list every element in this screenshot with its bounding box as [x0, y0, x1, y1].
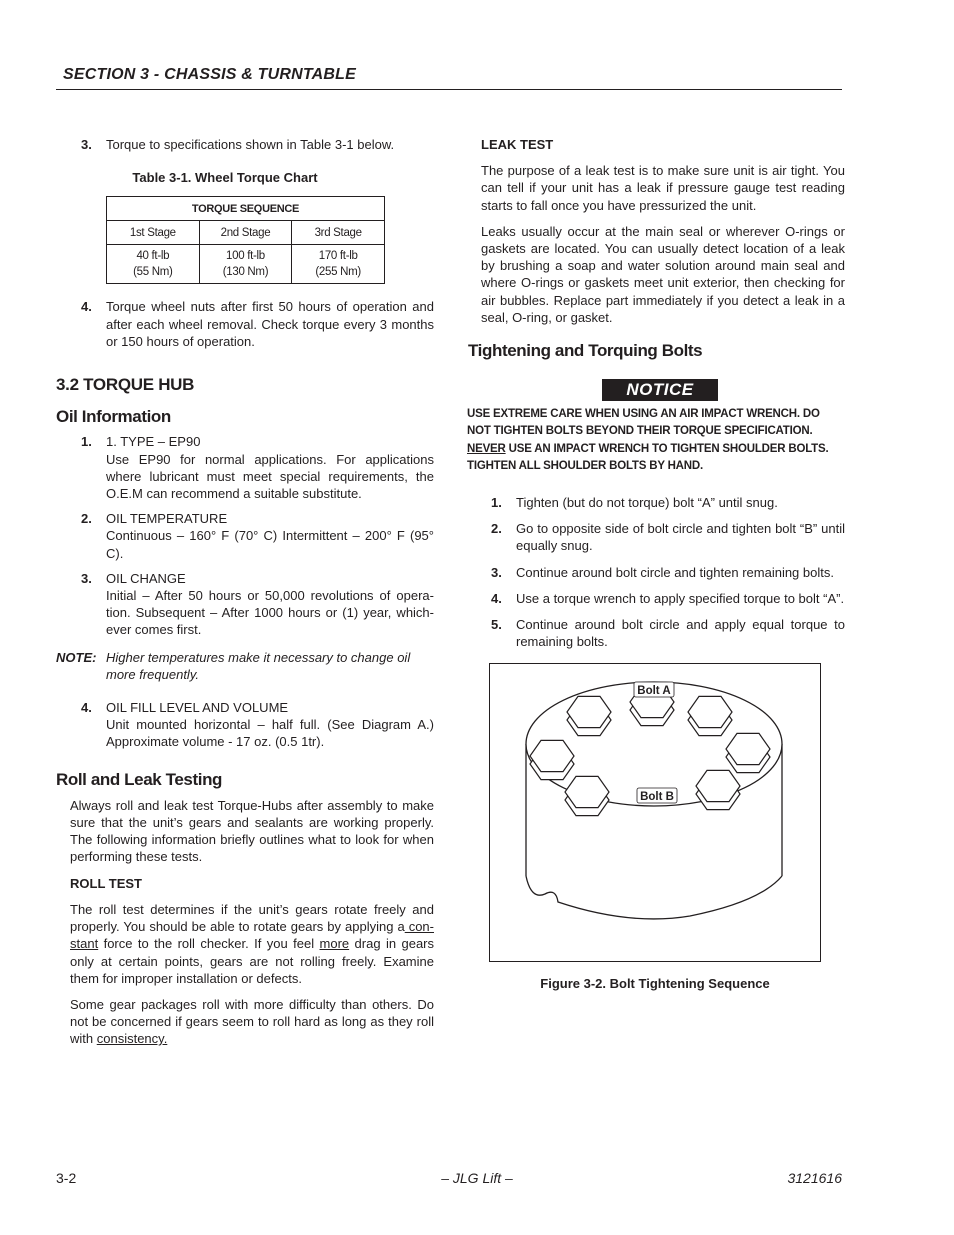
table-cell: 100 ft-lb (130 Nm) — [199, 245, 292, 284]
hub-bottom-edge — [526, 876, 782, 919]
header-rule — [56, 89, 842, 90]
section-header: SECTION 3 - CHASSIS & TURNTABLE — [63, 66, 357, 83]
bolt-step: 2. Go to opposite side of bolt circle and tighten bolt “B” until equally snug. — [491, 521, 845, 554]
step-4: 4. Torque wheel nuts after first 50 hours of operation and after each wheel removal. Check torque every 3 months or 150 hours of operation. — [81, 299, 434, 349]
left-column — [56, 136, 434, 1048]
bolt-b-label: Bolt B — [640, 791, 674, 804]
hex-bolt — [567, 697, 611, 736]
bolt-a-label: Bolt A — [637, 685, 671, 698]
bolt-step: 4. Use a torque wrench to apply specified torque to bolt “A”. — [491, 590, 845, 606]
notice-badge: NOTICE — [602, 379, 718, 401]
bolt-sequence-figure — [489, 663, 821, 962]
notice-text: USE EXTREME CARE WHEN USING AN AIR IMPACT WRENCH. DO NOT TIGHTEN BOLTS BEYOND THEIR TORQUE SPECIFICATION. NEVER USE AN IMPACT WRENCH TO TIGHTEN SHOULDER BOLTS. TIGHTEN ALL SHOULDER BOLTS BY HAND. — [467, 408, 829, 472]
doc-number: 3121616 — [787, 1170, 842, 1186]
torque-hub-drawing — [490, 664, 820, 961]
oil-item: 3. OIL CHANGE Initial – After 50 hours or 50,000 revolutions of opera- tion. Subsequent – After 1000 hours or (1) year, which- ever comes first. — [81, 570, 434, 638]
roll-intro: Always roll and leak test Torque-Hubs after assembly to make sure that the unit’s gears and sealants are working properly. The following information briefly outlines what to look for when performing these tests. — [70, 797, 434, 865]
step-3: 3. Torque to specifications shown in Table 3-1 below. — [81, 137, 395, 152]
bolt-step: 5. Continue around bolt circle and apply equal torque to remaining bolts. — [491, 617, 845, 650]
hex-bolt — [696, 771, 740, 810]
leak-test-heading: LEAK TEST — [481, 137, 554, 152]
footer-center: – JLG Lift – — [441, 1170, 513, 1186]
table-cell: 40 ft-lb (55 Nm) — [107, 245, 200, 284]
table-row — [107, 245, 385, 284]
tightening-bolts-heading: Tightening and Torquing Bolts — [468, 341, 703, 361]
oil-item: 4. OIL FILL LEVEL AND VOLUME Unit mounted horizontal – half full. (See Diagram A.) Approximate volume - 17 oz. (0.5 1tr). — [81, 700, 434, 750]
figure-caption: Figure 3-2. Bolt Tightening Sequence — [540, 976, 770, 992]
hex-bolt — [726, 734, 770, 773]
oil-item: 1. 1. TYPE – EP90 Use EP90 for normal applications. For applications where lubricant must meet special requirements, the O.E.M can recommend a suitable substitute. — [81, 434, 434, 502]
hex-bolt — [565, 777, 609, 816]
table-title-row — [107, 197, 385, 221]
leak-test-paragraph: The purpose of a leak test is to make sure unit is air tight. You can tell if your unit has a leak if pressure gauge test reading starts to fall once you have pressurized the unit. — [481, 163, 845, 213]
roll-test-paragraph-2: Some gear packages roll with more difficulty than others. Do not be concerned if gears seem to roll hard as long as they roll with consistency. — [70, 996, 434, 1047]
leak-test-paragraph-2: Leaks usually occur at the main seal or wherever O-rings or gaskets are located. You can usually detect location of a leak by brushing a soap and water solution around main seal and where O-rings or gaskets meet unit exterior, then checking for air bubbles. Replace part immediately if you detect a leak in a seal, O-ring, or gasket. — [481, 223, 845, 325]
roll-test-heading: ROLL TEST — [70, 875, 142, 891]
table-cell: 170 ft-lb (255 Nm) — [292, 245, 385, 284]
roll-test-paragraph: The roll test determines if the unit’s gears rotate freely and properly. You should be able to rotate gears by applying a con- stant force to the roll checker. If you feel more drag in gears only at certain points, gears are not rolling freely. Examine them for improper installation or defects. — [70, 901, 434, 986]
bolt-steps — [467, 494, 845, 650]
oil-information-heading: Oil Information — [56, 407, 171, 427]
page-number: 3-2 — [56, 1170, 77, 1186]
table-caption: Table 3-1. Wheel Torque Chart — [132, 170, 318, 186]
table-header-cell: 2nd Stage — [199, 221, 292, 245]
table-header-cell: 3rd Stage — [292, 221, 385, 245]
bolt-step: 1. Tighten (but do not torque) bolt “A” until snug. — [491, 495, 778, 511]
table-header-row — [107, 221, 385, 245]
hex-bolt — [688, 697, 732, 736]
oil-item: 2. OIL TEMPERATURE Continuous – 160° F (70° C) Intermittent – 200° F (95° C). — [81, 511, 434, 561]
table-header-cell: 1st Stage — [107, 221, 200, 245]
table-title: TORQUE SEQUENCE — [107, 197, 385, 221]
torque-table — [106, 196, 385, 284]
section-heading-torque-hub: 3.2 TORQUE HUB — [56, 375, 195, 395]
note: NOTE: Higher temperatures make it necessary to change oil more frequently. — [56, 649, 411, 682]
right-column — [467, 136, 845, 993]
hex-bolt — [530, 741, 574, 780]
bolt-step: 3. Continue around bolt circle and tighten remaining bolts. — [491, 564, 834, 580]
roll-leak-heading: Roll and Leak Testing — [56, 769, 223, 789]
